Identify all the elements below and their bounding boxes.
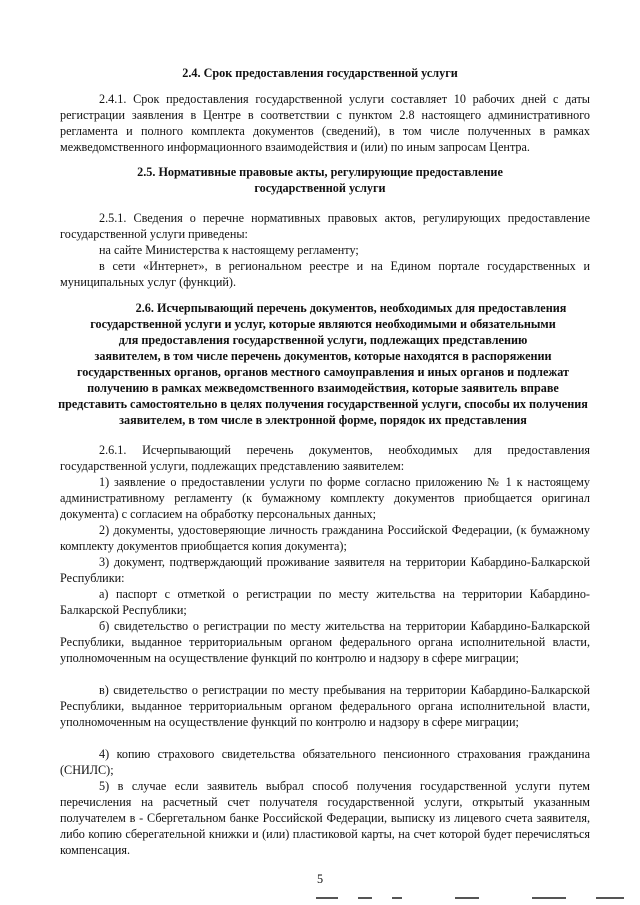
scan-artifact xyxy=(358,897,372,899)
scan-artifact xyxy=(316,897,338,899)
paragraph-2-4-1: 2.4.1. Срок предоставления государственной услуги составляет 10 рабочих дней с даты регистрации заявления в Центре в соответствии с пунктом 2.8 настоящего административного регламента и полного комплекта документов (сведений), в том числе полученных в рамках межведомственного информационного взаимодействия и (или) по иным запросам Центра. xyxy=(60,92,590,154)
section-2-6-title-line: государственной услуги и услуг, которые являются необходимыми и обязательными xyxy=(90,317,556,331)
section-2-6-title-line: заявителем, в том числе в электронной форме, порядок их представления xyxy=(119,413,527,427)
paragraph-2-5-1: 2.5.1. Сведения о перечне нормативных правовых актов, регулирующих предоставление государственной услуги приведены: xyxy=(60,211,590,241)
section-2-6-title-line: заявителем, в том числе перечень документов, которые находятся в распоряжении xyxy=(94,349,552,363)
item-internet: в сети «Интернет», в региональном реестре и на Едином портале государственных и муниципальных услуг (функций). xyxy=(60,259,590,289)
scan-artifact xyxy=(455,897,479,899)
section-2-4-title: 2.4. Срок предоставления государственной услуги xyxy=(182,66,458,80)
list-item-2: 2) документы, удостоверяющие личность гражданина Российской Федерации, (к бумажному комплекту документов приобщается копия документа); xyxy=(60,523,590,553)
list-item-3: 3) документ, подтверждающий проживание заявителя на территории Кабардино-Балкарской Республики: xyxy=(60,555,590,585)
list-item-5: 5) в случае если заявитель выбрал способ получения государственной услуги путем перечисления на расчетный счет получателя государственной услуги, открытый указанным получателем в - Сбергетальном банке Российской Федерации, выписку из лицевого счета заявителя, либо копию сберегательной книжки и (или) пластиковой карты, на счет которой будет перечисляться компенсация. xyxy=(60,779,590,857)
paragraph-2-6-1: 2.6.1. Исчерпывающий перечень документов, необходимых для предоставления государственной услуги, подлежащих представлению заявителем: xyxy=(60,443,590,473)
list-item-1: 1) заявление о предоставлении услуги по форме согласно приложению № 1 к настоящему административному регламенту (к бумажному комплекту документов приобщается оригинал документа) с согласием на обработку персональных данных; xyxy=(60,475,590,521)
section-2-6-title-line: 2.6. Исчерпывающий перечень документов, необходимых для предоставления xyxy=(135,301,567,315)
section-2-6-title-line: получению в рамках межведомственного взаимодействия, которые заявитель вправе xyxy=(87,381,559,395)
scan-artifact xyxy=(596,897,624,899)
scan-artifact xyxy=(392,897,402,899)
section-2-6-title-line: для предоставления государственной услуги, подлежащих представлению xyxy=(118,333,528,347)
section-2-6-title-line: государственных органов, органов местного самоуправления и иных органов и подлежат xyxy=(76,365,569,379)
item-ministry-site: на сайте Министерства к настоящему регламенту; xyxy=(99,243,359,257)
section-2-5-title-line1: 2.5. Нормативные правовые акты, регулирующие предоставление xyxy=(137,165,503,179)
scan-artifact xyxy=(532,897,566,899)
list-item-3a: а) паспорт с отметкой о регистрации по месту жительства на территории Кабардино-Балкарской Республики; xyxy=(60,587,590,617)
list-item-4: 4) копию страхового свидетельства обязательного пенсионного страхования гражданина (СНИЛС); xyxy=(60,747,590,777)
list-item-3b: б) свидетельство о регистрации по месту жительства на территории Кабардино-Балкарской Республики, выданное территориальным органом федерального органа исполнительной власти, уполномоченным на осуществление функций по контролю и надзору в сфере миграции; xyxy=(60,619,590,665)
section-2-5-title-line2: государственной услуги xyxy=(254,181,386,195)
page-number: 5 xyxy=(316,872,324,886)
section-2-6-title-line: представить самостоятельно в целях получения государственной услуги, способы их получения xyxy=(58,397,588,411)
list-item-3v: в) свидетельство о регистрации по месту пребывания на территории Кабардино-Балкарской Республики, выданное территориальным органом федерального органа исполнительной власти, уполномоченным на осуществление функций по контролю и надзору в сфере миграции; xyxy=(60,683,590,729)
